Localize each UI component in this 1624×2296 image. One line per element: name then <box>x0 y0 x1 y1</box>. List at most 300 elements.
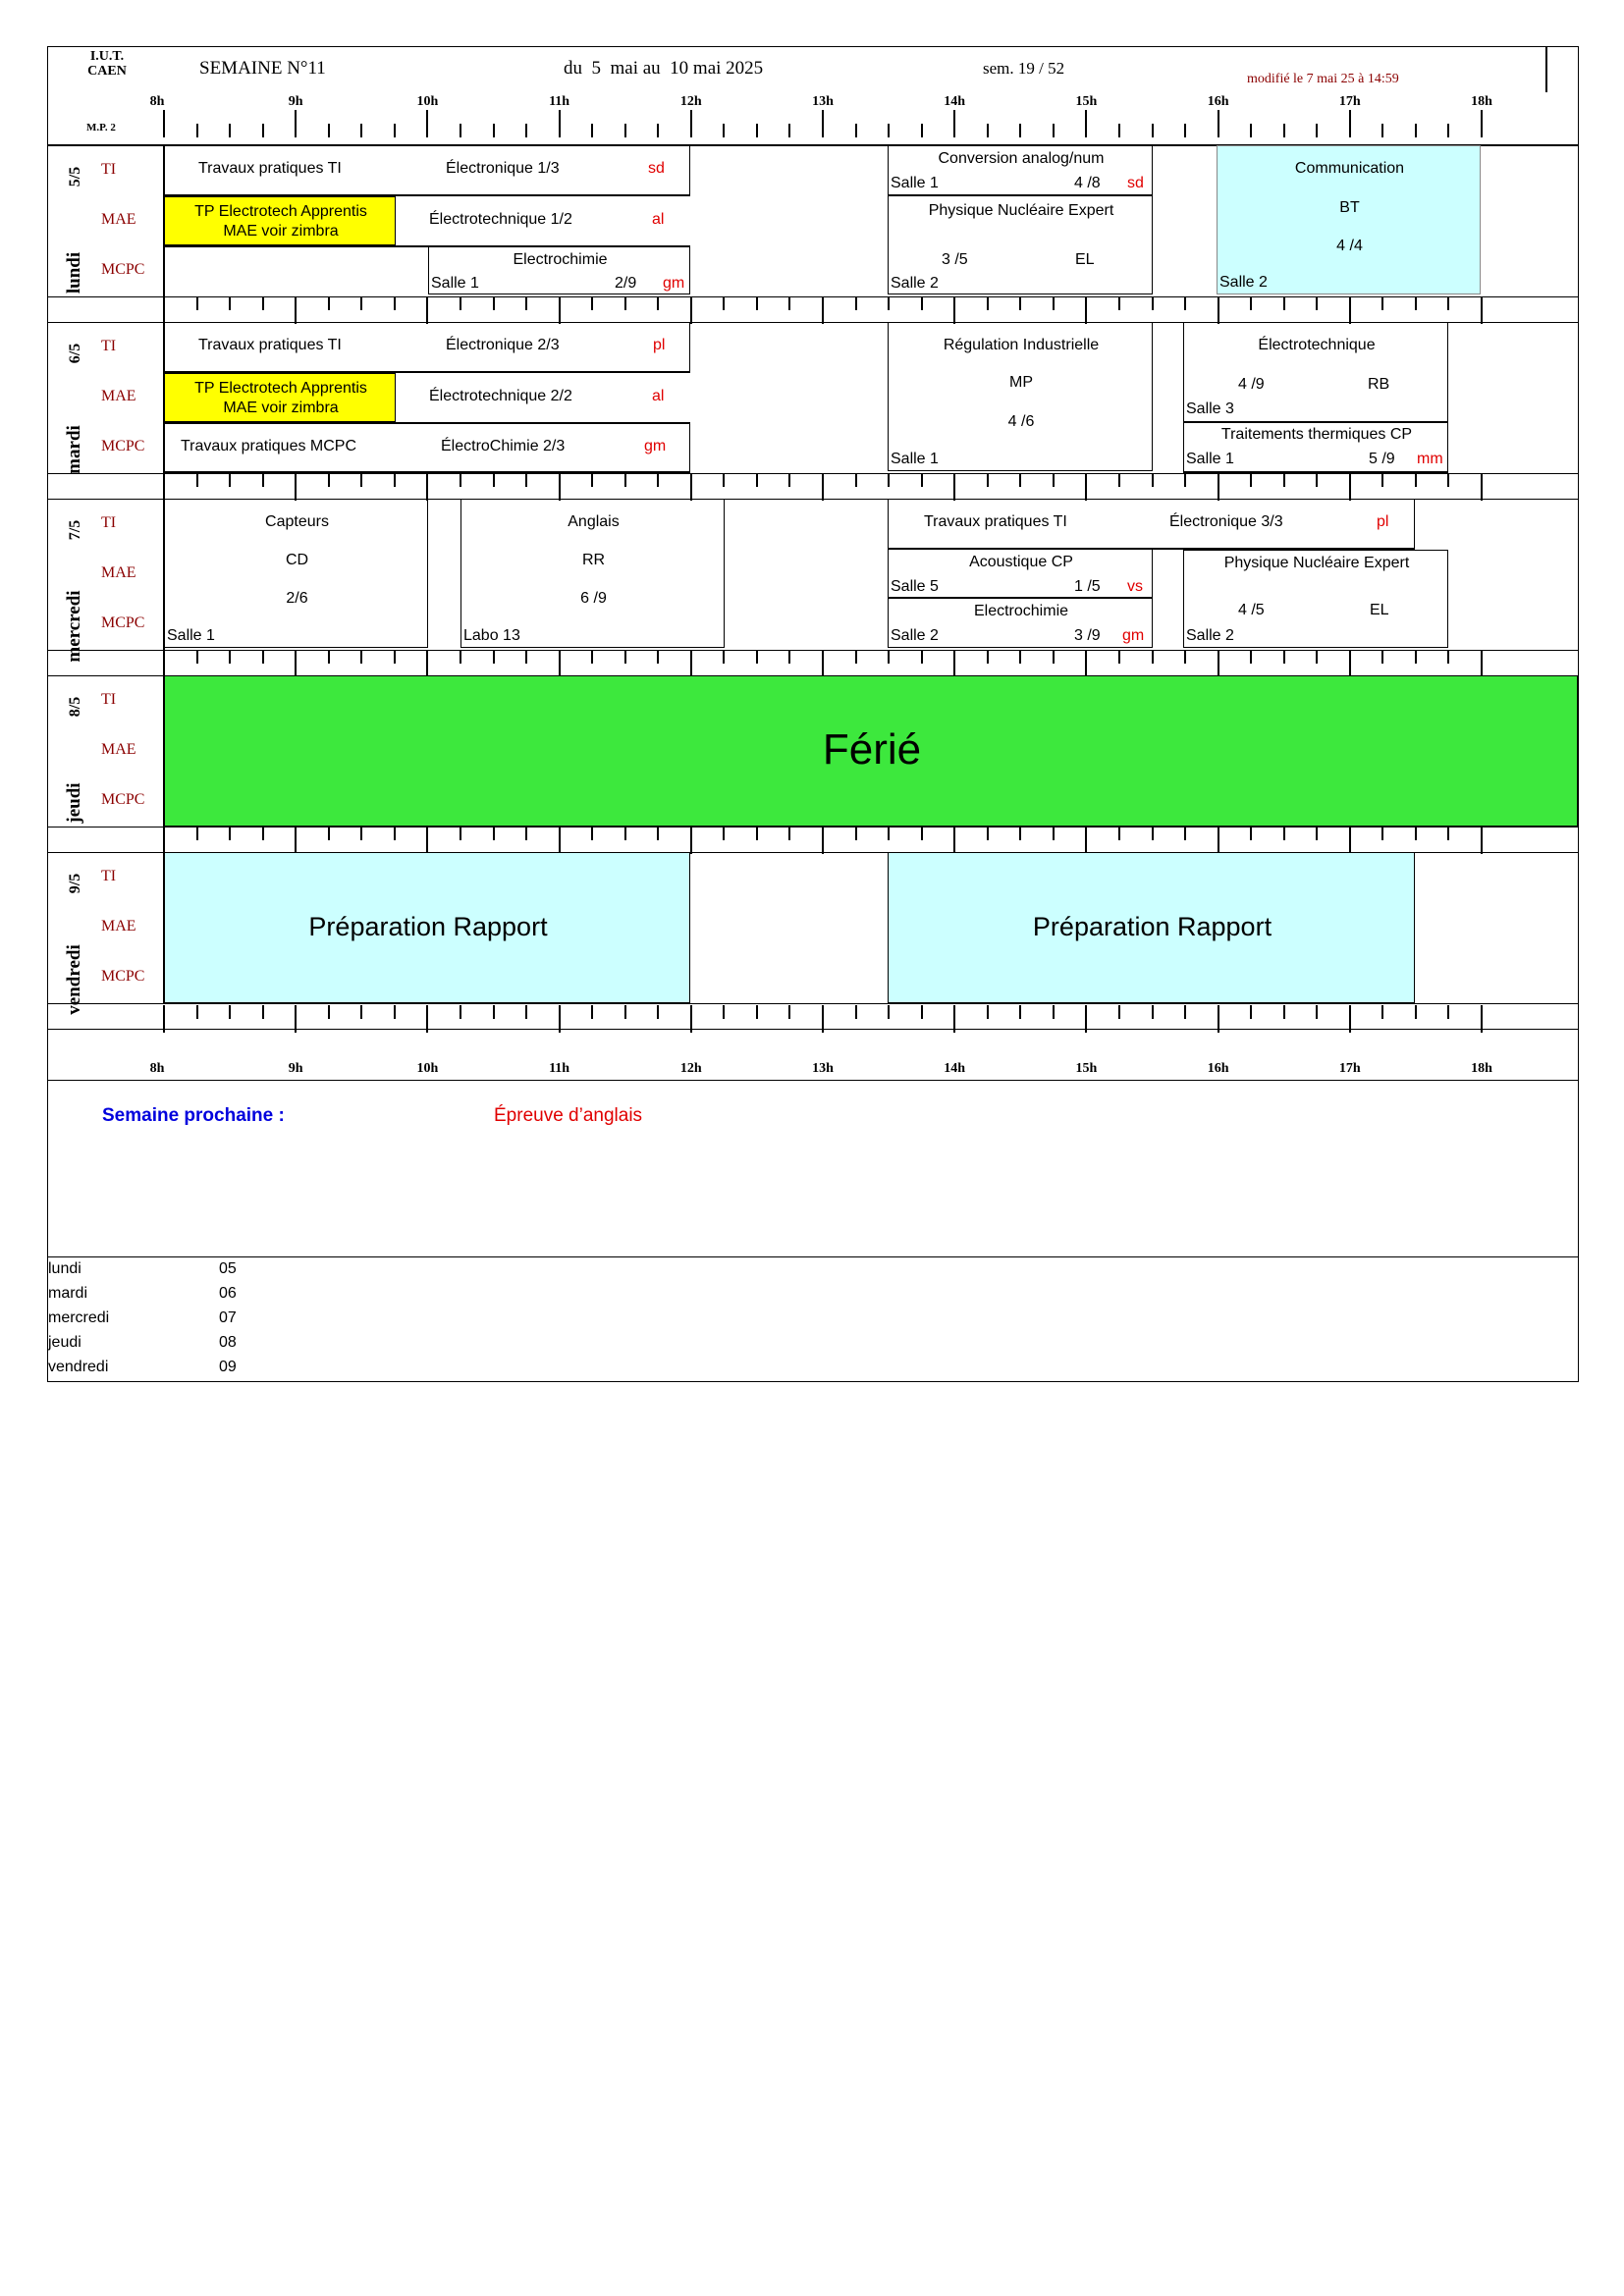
hour-label: 16h <box>1207 1061 1229 1076</box>
hour-tick <box>426 473 428 501</box>
hour-tick <box>822 110 824 137</box>
course-note: MAE voir zimbra <box>223 400 339 416</box>
hour-tick <box>657 650 659 664</box>
hour-tick <box>953 110 955 137</box>
footer-day-number: 06 <box>219 1285 237 1302</box>
hour-tick <box>460 296 461 310</box>
hour-tick <box>1316 124 1318 137</box>
hour-label: 14h <box>944 94 966 109</box>
group-label-mae: MAE <box>101 741 136 758</box>
hour-tick <box>1481 473 1483 501</box>
hour-tick <box>1447 827 1449 840</box>
group-label-mae: MAE <box>101 918 136 934</box>
hour-tick <box>690 110 692 137</box>
hour-tick <box>196 124 198 137</box>
hour-tick <box>1415 1005 1417 1019</box>
hour-tick <box>1218 296 1219 324</box>
hour-tick <box>1152 124 1154 137</box>
teacher-code: EL <box>1075 251 1095 268</box>
hour-label: 8h <box>149 1061 165 1076</box>
hour-label: 11h <box>549 94 570 109</box>
hour-tick <box>1152 650 1154 664</box>
hour-tick <box>426 110 428 137</box>
hour-tick <box>690 650 692 677</box>
teacher-code: gm <box>1122 627 1145 644</box>
hour-tick <box>1415 827 1417 840</box>
mardi-mcpc-tp[interactable] <box>164 422 690 473</box>
hour-tick <box>1316 296 1318 310</box>
hour-tick <box>328 650 330 664</box>
hour-tick <box>426 827 428 854</box>
course-title: Conversion analog/num <box>938 150 1105 167</box>
hour-tick <box>1415 650 1417 664</box>
hour-tick <box>559 110 561 137</box>
hour-tick <box>723 124 725 137</box>
jeudi-ferie-block <box>164 675 1578 827</box>
hour-tick <box>196 827 198 840</box>
row-bottom-line <box>47 1003 1579 1004</box>
row-bottom-line <box>47 296 1579 297</box>
hour-tick <box>1316 473 1318 487</box>
hour-tick <box>1415 473 1417 487</box>
row-bottom-line <box>47 650 1579 651</box>
hour-label: 13h <box>812 1061 834 1076</box>
mardi-ti-tp[interactable] <box>164 322 690 373</box>
hour-tick <box>723 473 725 487</box>
hour-tick <box>1184 296 1186 310</box>
hour-tick <box>328 1005 330 1019</box>
hour-tick <box>756 650 758 664</box>
hour-tick <box>493 473 495 487</box>
session-count: 4 /8 <box>1074 175 1101 191</box>
hour-tick <box>888 124 890 137</box>
mercredi-anglais[interactable] <box>460 499 725 648</box>
hour-tick <box>1283 473 1285 487</box>
row-bottom-line <box>47 827 1579 828</box>
hour-tick <box>657 1005 659 1019</box>
hour-tick <box>1152 827 1154 840</box>
course-title: Acoustique CP <box>969 554 1073 570</box>
hour-tick <box>163 296 165 324</box>
session-count: 4 /9 <box>1238 376 1265 393</box>
course-title: Anglais <box>568 513 620 530</box>
hour-tick <box>1152 1005 1154 1019</box>
hour-tick <box>1283 1005 1285 1019</box>
course-subject: Électronique 2/3 <box>446 337 560 353</box>
hour-tick <box>394 296 396 310</box>
hour-label: 8h <box>149 94 165 109</box>
hour-label: 10h <box>416 94 439 109</box>
day-date: 5/5 <box>67 166 83 187</box>
hour-tick <box>591 1005 593 1019</box>
mardi-regulation[interactable] <box>888 322 1153 471</box>
hour-tick <box>1053 827 1055 840</box>
hour-tick <box>163 650 165 677</box>
mardi-electrotechnique[interactable] <box>1183 322 1448 423</box>
session-count: 4 /4 <box>1336 238 1363 254</box>
teacher-code: gm <box>663 275 685 292</box>
session-count: 2/6 <box>286 590 308 607</box>
hour-tick <box>460 650 461 664</box>
hour-tick <box>328 124 330 137</box>
hour-tick <box>360 473 362 487</box>
room: Salle 2 <box>1219 274 1268 291</box>
hour-tick <box>690 473 692 501</box>
hour-tick <box>1349 473 1351 501</box>
hour-tick <box>624 827 626 840</box>
hour-tick <box>1381 473 1383 487</box>
hour-tick <box>657 124 659 137</box>
hour-tick <box>1053 650 1055 664</box>
hour-tick <box>163 473 165 501</box>
hour-tick <box>1053 296 1055 310</box>
hour-tick <box>953 827 955 854</box>
hour-tick <box>196 296 198 310</box>
hour-tick <box>295 827 297 854</box>
hour-label: 17h <box>1338 94 1361 109</box>
hour-tick <box>822 296 824 324</box>
group-label-ti: TI <box>101 691 117 708</box>
course-title: Physique Nucléaire Expert <box>1223 555 1410 571</box>
teacher-code: BT <box>1339 199 1360 216</box>
hour-tick <box>1250 473 1252 487</box>
group-label-mcpc: MCPC <box>101 614 145 631</box>
course-subject: Électronique 1/3 <box>446 160 560 177</box>
hour-tick <box>855 827 857 840</box>
mardi-mae-apprentis[interactable] <box>164 373 396 422</box>
session-count: 5 /9 <box>1369 451 1395 467</box>
hour-tick <box>657 827 659 840</box>
course-title: Travaux pratiques TI <box>924 513 1067 530</box>
lundi-mae-subject: Électrotechnique 1/2 <box>429 211 572 228</box>
hour-label: 15h <box>1075 94 1098 109</box>
semaine-title: SEMAINE N°11 <box>199 58 326 79</box>
group-label-mcpc: MCPC <box>101 968 145 985</box>
week-number: sem. 19 / 52 <box>983 59 1065 78</box>
hour-tick <box>394 473 396 487</box>
hour-tick <box>788 473 790 487</box>
teacher-code: gm <box>644 438 667 454</box>
footer-day-number: 09 <box>219 1359 237 1375</box>
hour-tick <box>1118 650 1120 664</box>
day-name: lundi <box>64 251 84 294</box>
course-title: Communication <box>1294 160 1405 177</box>
hour-tick <box>328 296 330 310</box>
week-dates: du 5 mai au 10 mai 2025 <box>564 58 764 79</box>
hour-label: 18h <box>1471 1061 1492 1076</box>
modified-timestamp: modifié le 7 mai 25 à 14:59 <box>1247 72 1399 86</box>
hour-tick <box>1152 473 1154 487</box>
hour-tick <box>1447 124 1449 137</box>
hour-tick <box>262 650 264 664</box>
vendredi-prep-morning[interactable] <box>164 852 690 1003</box>
hour-tick <box>1447 473 1449 487</box>
hour-tick <box>591 296 593 310</box>
hour-tick <box>1085 296 1087 324</box>
hour-tick <box>1481 296 1483 324</box>
hour-tick <box>493 1005 495 1019</box>
hour-tick <box>1381 650 1383 664</box>
hour-tick <box>1184 1005 1186 1019</box>
hour-tick <box>987 1005 989 1019</box>
hour-tick <box>1085 473 1087 501</box>
hour-tick <box>1118 473 1120 487</box>
hour-tick <box>921 1005 923 1019</box>
hour-label: 12h <box>679 94 702 109</box>
hour-tick <box>1250 650 1252 664</box>
hour-tick <box>624 124 626 137</box>
holiday-label: Férié <box>822 725 922 774</box>
hour-tick <box>1381 296 1383 310</box>
hour-tick <box>657 296 659 310</box>
hour-tick <box>723 827 725 840</box>
hour-tick <box>1118 1005 1120 1019</box>
hour-tick <box>1250 296 1252 310</box>
teacher-code: MP <box>1009 374 1033 391</box>
hour-tick <box>1283 650 1285 664</box>
hour-tick <box>1085 827 1087 854</box>
lundi-ti-tp[interactable] <box>164 145 690 196</box>
mercredi-acoustique[interactable] <box>888 550 1153 599</box>
hour-label: 17h <box>1338 1061 1361 1076</box>
hour-tick <box>525 650 527 664</box>
hour-tick <box>559 473 561 501</box>
hour-tick <box>591 827 593 840</box>
course-title: Capteurs <box>265 513 329 530</box>
hour-tick <box>1381 827 1383 840</box>
hour-tick <box>822 473 824 501</box>
hour-tick <box>394 827 396 840</box>
session-count: 4 /6 <box>1007 413 1035 430</box>
session-count: 3 /9 <box>1074 627 1101 644</box>
hour-tick <box>360 124 362 137</box>
hour-tick <box>624 296 626 310</box>
course-title: Physique Nucléaire Expert <box>928 202 1114 219</box>
hour-tick <box>1218 473 1219 501</box>
mardi-traitements[interactable] <box>1183 423 1448 473</box>
hour-tick <box>460 473 461 487</box>
hour-tick <box>855 124 857 137</box>
hour-tick <box>987 827 989 840</box>
hour-tick <box>855 296 857 310</box>
group-label-mcpc: MCPC <box>101 791 145 808</box>
hour-tick <box>229 296 231 310</box>
hour-tick <box>1283 124 1285 137</box>
hour-tick <box>525 124 527 137</box>
hour-tick <box>888 650 890 664</box>
hour-tick <box>559 650 561 677</box>
hour-tick <box>921 473 923 487</box>
hour-tick <box>328 473 330 487</box>
hour-tick <box>953 650 955 677</box>
vendredi-prep-afternoon[interactable] <box>888 852 1415 1003</box>
room: Salle 2 <box>891 627 939 644</box>
day-name: jeudi <box>64 782 84 824</box>
hour-tick <box>987 650 989 664</box>
hour-tick <box>1250 1005 1252 1019</box>
course-title: TP Electrotech Apprentis <box>194 203 367 220</box>
teacher-code: RR <box>581 552 606 568</box>
hour-tick <box>1019 827 1021 840</box>
mercredi-physique[interactable] <box>1183 550 1448 648</box>
course-title: Travaux pratiques TI <box>198 160 342 177</box>
hour-tick <box>788 650 790 664</box>
day-name: vendredi <box>64 944 84 1015</box>
day-name: mardi <box>64 425 84 474</box>
hour-tick <box>525 827 527 840</box>
hour-tick <box>295 473 297 501</box>
group-label-ti: TI <box>101 868 117 884</box>
hour-tick <box>921 827 923 840</box>
hour-tick <box>262 473 264 487</box>
hour-tick <box>360 296 362 310</box>
footer-day-number: 07 <box>219 1309 237 1326</box>
course-title: Électrotechnique <box>1258 337 1376 353</box>
hour-tick <box>1447 1005 1449 1019</box>
hour-tick <box>723 296 725 310</box>
course-subject: Électronique 3/3 <box>1169 513 1283 530</box>
hour-tick <box>1118 827 1120 840</box>
teacher-code: pl <box>653 337 666 353</box>
teacher-code: vs <box>1127 578 1143 595</box>
hour-tick <box>1381 124 1383 137</box>
hour-tick <box>262 1005 264 1019</box>
hour-tick <box>525 1005 527 1019</box>
lundi-ti-conversion[interactable] <box>888 145 1153 196</box>
hour-tick <box>888 296 890 310</box>
hour-tick <box>1019 124 1021 137</box>
hour-tick <box>460 1005 461 1019</box>
hour-tick <box>460 124 461 137</box>
mardi-mae-teacher: al <box>652 388 665 404</box>
hour-tick <box>1250 124 1252 137</box>
group-label-mae: MAE <box>101 388 136 404</box>
iut-logo-text <box>82 49 132 79</box>
row-ruler-line <box>47 1029 1579 1030</box>
hour-tick <box>229 473 231 487</box>
hour-tick <box>1019 296 1021 310</box>
footer-day: vendredi <box>48 1359 109 1375</box>
hour-tick <box>1316 650 1318 664</box>
room: Salle 2 <box>891 275 939 292</box>
hour-tick <box>360 1005 362 1019</box>
hour-tick <box>262 296 264 310</box>
mercredi-electrochimie[interactable] <box>888 599 1153 648</box>
hour-tick <box>591 650 593 664</box>
hour-tick <box>855 473 857 487</box>
group-label-ti: TI <box>101 514 117 531</box>
hour-tick <box>987 296 989 310</box>
hour-tick <box>624 473 626 487</box>
hour-tick <box>788 1005 790 1019</box>
hour-tick <box>690 827 692 854</box>
hour-tick <box>1316 1005 1318 1019</box>
course-title: Travaux pratiques TI <box>198 337 342 353</box>
hour-tick <box>591 473 593 487</box>
hour-tick <box>888 827 890 840</box>
hour-tick <box>196 650 198 664</box>
hour-tick <box>262 827 264 840</box>
hour-tick <box>426 296 428 324</box>
day-date: 7/5 <box>67 519 83 541</box>
hour-tick <box>1481 650 1483 677</box>
session-count: 3 /5 <box>942 251 968 268</box>
hour-tick <box>394 650 396 664</box>
course-title: Traitements thermiques CP <box>1220 426 1413 443</box>
hour-tick <box>525 296 527 310</box>
course-title: Préparation Rapport <box>1032 912 1272 941</box>
hour-tick <box>690 296 692 324</box>
hour-tick <box>987 124 989 137</box>
hour-tick <box>1085 650 1087 677</box>
hour-tick <box>1316 827 1318 840</box>
group-label-ti: TI <box>101 161 117 178</box>
mercredi-ti-tp[interactable] <box>888 499 1415 550</box>
caen-label: CAEN <box>87 64 127 79</box>
lundi-mae-apprentis[interactable] <box>164 196 396 245</box>
hour-tick <box>1152 296 1154 310</box>
hour-tick <box>1019 650 1021 664</box>
hour-tick <box>855 1005 857 1019</box>
footer-day-number: 08 <box>219 1334 237 1351</box>
hour-tick <box>493 827 495 840</box>
hour-tick <box>953 473 955 501</box>
hour-tick <box>1481 827 1483 854</box>
footer-divider-top <box>47 1080 1579 1081</box>
row-bottom-line <box>47 473 1579 474</box>
hour-tick <box>163 827 165 854</box>
hour-tick <box>295 650 297 677</box>
lundi-communication[interactable] <box>1217 145 1481 294</box>
hour-tick <box>493 650 495 664</box>
hour-tick <box>295 296 297 324</box>
hour-tick <box>921 650 923 664</box>
hour-tick <box>1085 110 1087 137</box>
room: Salle 1 <box>167 627 215 644</box>
hour-tick <box>559 296 561 324</box>
hour-tick <box>1283 296 1285 310</box>
hour-tick <box>1184 827 1186 840</box>
session-count: 2/9 <box>615 275 637 292</box>
hour-tick <box>493 124 495 137</box>
mercredi-capteurs[interactable] <box>164 499 428 648</box>
hour-tick <box>756 827 758 840</box>
hour-tick <box>723 650 725 664</box>
session-count: 4 /5 <box>1238 602 1265 618</box>
header-divider <box>1545 46 1547 92</box>
session-count: 6 /9 <box>580 590 607 607</box>
teacher-code: EL <box>1370 602 1389 618</box>
teacher-code: sd <box>1127 175 1144 191</box>
hour-tick <box>1184 473 1186 487</box>
hour-tick <box>394 124 396 137</box>
hour-tick <box>888 473 890 487</box>
hour-tick <box>657 473 659 487</box>
lundi-mcpc-electrochimie[interactable] <box>428 245 690 294</box>
hour-label: 15h <box>1075 1061 1098 1076</box>
hour-label: 9h <box>288 1061 303 1076</box>
footer-day: lundi <box>48 1260 81 1277</box>
hour-tick <box>229 1005 231 1019</box>
room: Salle 2 <box>1186 627 1234 644</box>
course-title: TP Electrotech Apprentis <box>194 380 367 397</box>
hour-tick <box>1415 296 1417 310</box>
lundi-physique[interactable] <box>888 196 1153 294</box>
hour-tick <box>394 1005 396 1019</box>
teacher-code: sd <box>648 160 665 177</box>
hour-tick <box>1218 110 1219 137</box>
hour-label: 13h <box>812 94 834 109</box>
